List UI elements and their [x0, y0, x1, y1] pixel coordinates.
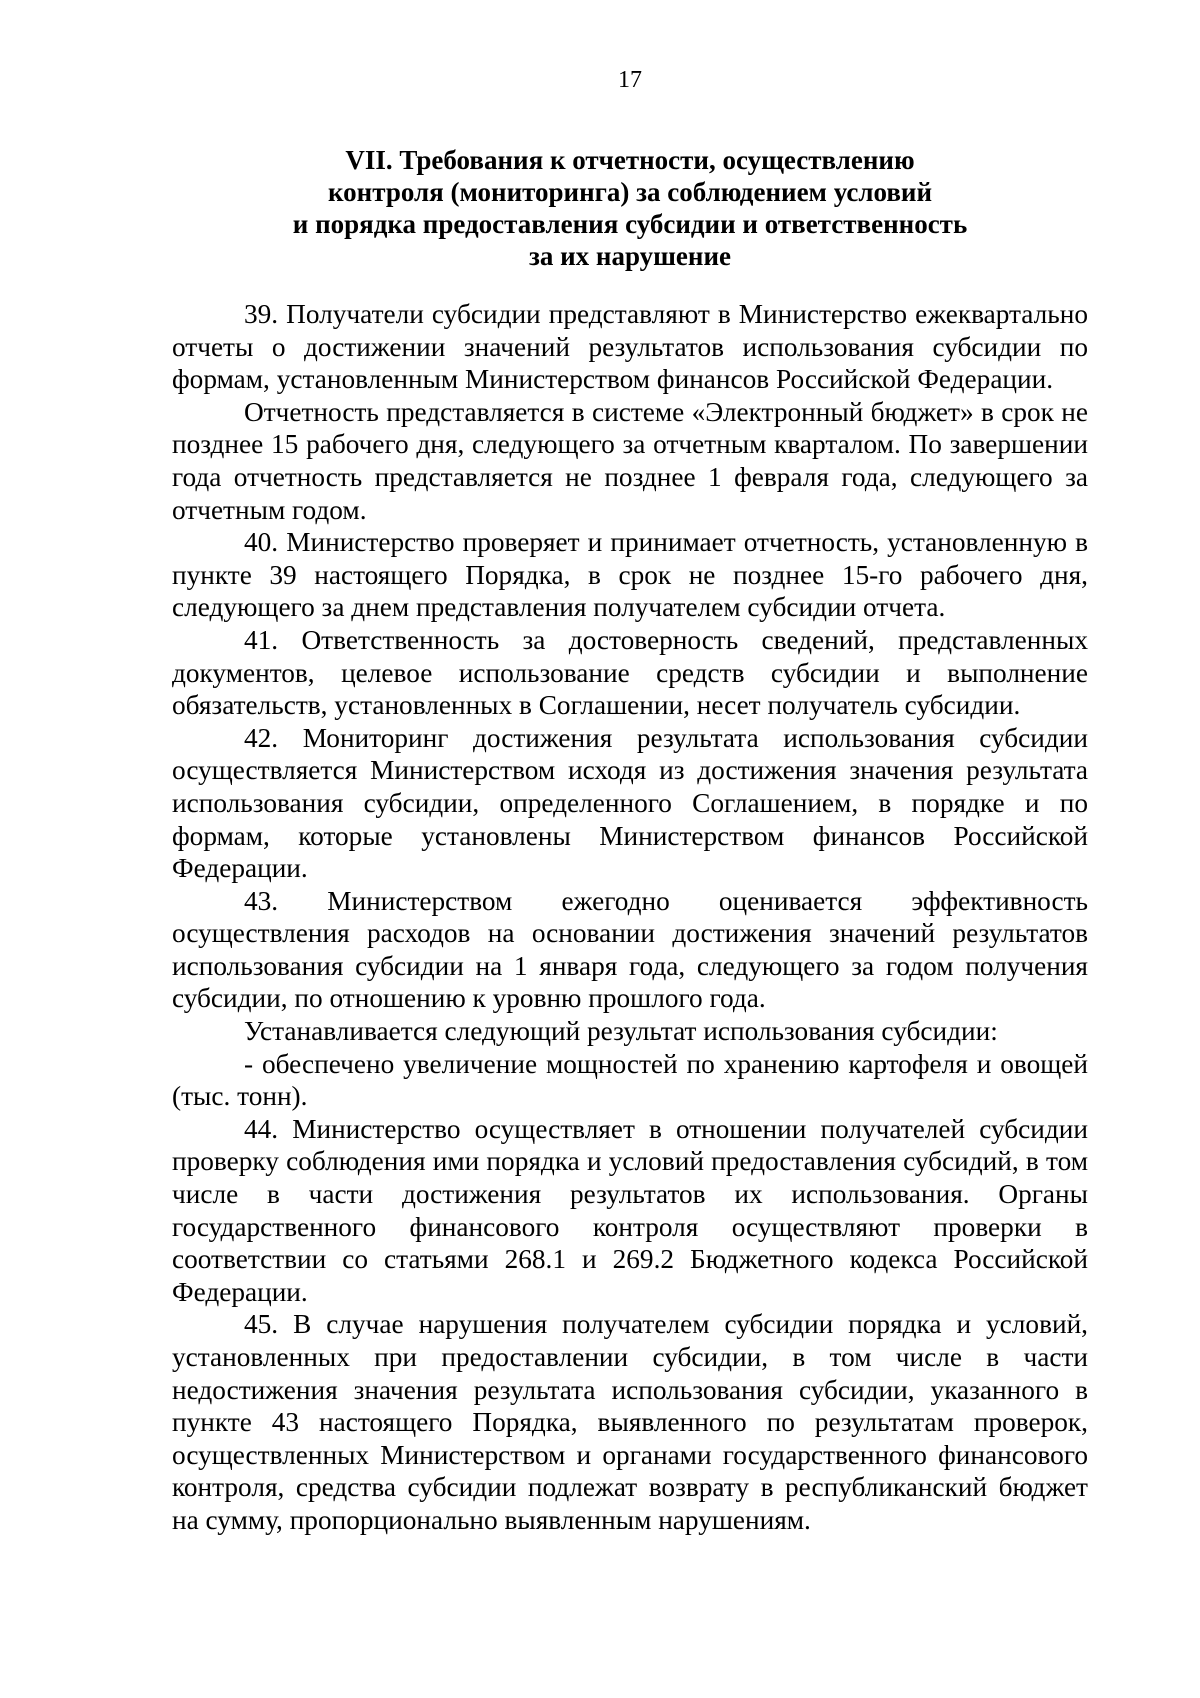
- section-title-line: контроля (мониторинга) за соблюдением условий: [327, 177, 933, 207]
- document-body: [172, 298, 1088, 1537]
- section-title-line: VII. Требования к отчетности, осуществлению: [345, 145, 915, 175]
- paragraph-40: 40. Министерство проверяет и принимает отчетность, установленную в пункте 39 настоящего Порядка, в срок не позднее 15-го рабочего дня, следующего за днем представления получателем субсидии отчета.: [172, 527, 1088, 623]
- paragraph-45: 45. В случае нарушения получателем субсидии порядка и условий, установленных при предоставлении субсидии, в том числе в части недостижения значения результата использования субсидии, указанного в пункте 43 настоящего Порядка, выявленного по результатам проверок, осуществленных Министерством и органами государственного финансового контроля, средства субсидии подлежат возврату в республиканский бюджет на сумму, пропорционально выявленным нарушениям.: [172, 1309, 1088, 1535]
- paragraph-41: 41. Ответственность за достоверность сведений, представленных документов, целевое использование средств субсидии и выполнение обязательств, установленных в Соглашении, несет получатель субсидии.: [172, 624, 1088, 721]
- section-title-line: и порядка предоставления субсидии и ответственность: [292, 209, 968, 239]
- document-page: [172, 66, 1088, 1537]
- paragraph-result-item: - обеспечено увеличение мощностей по хранению картофеля и овощей (тыс. тонн).: [172, 1048, 1088, 1112]
- paragraph-result-intro: Устанавливается следующий результат использования субсидии:: [244, 1016, 998, 1047]
- paragraph-39: 39. Получатели субсидии представляют в Министерство ежеквартально отчеты о достижении значений результатов использования субсидии по формам, установленным Министерством финансов Российской Федерации.: [172, 299, 1088, 395]
- page-number: 17: [618, 67, 642, 93]
- paragraph-44: 44. Министерство осуществляет в отношении получателей субсидии проверку соблюдения ими порядка и условий предоставления субсидий, в том числе в части достижения результатов их использования. Органы государственного финансового контроля осуществляют проверки в соответствии со статьями 268.1 и 269.2 Бюджетного кодекса Российской Федерации.: [172, 1113, 1088, 1307]
- paragraph-43: 43. Министерством ежегодно оценивается эффективность осуществления расходов на основании достижения значений результатов использования субсидии на 1 января года, следующего за годом получения субсидии, по отношению к уровню прошлого года.: [172, 885, 1088, 1014]
- paragraph-reporting-deadline: Отчетность представляется в системе «Электронный бюджет» в срок не позднее 15 рабочего дня, следующего за отчетным кварталом. По завершении года отчетность представляется не позднее 1 февраля года, следующего за отчетным годом.: [172, 396, 1088, 525]
- paragraph-42: 42. Мониторинг достижения результата использования субсидии осуществляется Министерством исходя из достижения значения результата использования субсидии, определенного Соглашением, в порядке и по формам, которые установлены Министерством финансов Российской Федерации.: [172, 722, 1088, 884]
- section-title-line: за их нарушение: [529, 241, 731, 271]
- section-title: [172, 144, 1088, 272]
